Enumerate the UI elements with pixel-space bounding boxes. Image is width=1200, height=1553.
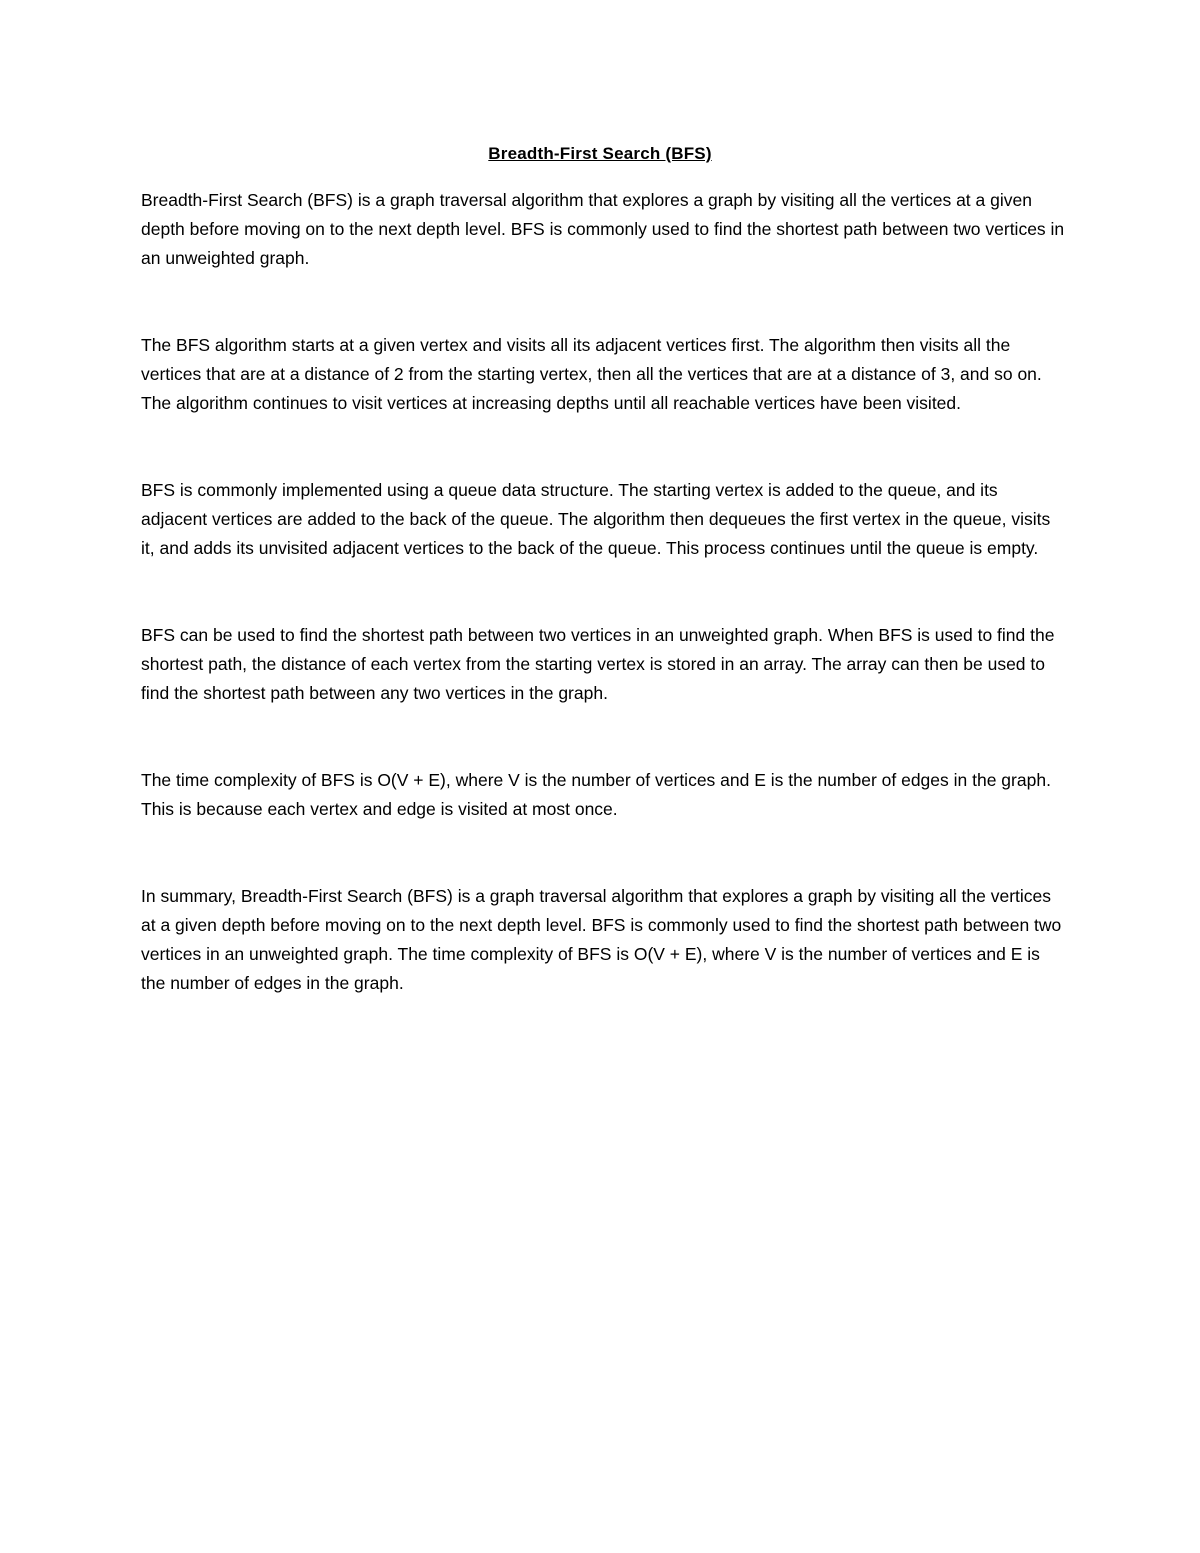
paragraph-shortest-path: BFS can be used to find the shortest path between two vertices in an unweighted graph. When BFS is used to find the shortest path, the distance of each vertex from the starting vertex is stored in an array. The array can then be used to find the shortest path between any two vertices in the graph. xyxy=(141,625,1055,703)
paragraph-algorithm: The BFS algorithm starts at a given vertex and visits all its adjacent vertices first. The algorithm then visits all the vertices that are at a distance of 2 from the starting vertex, then all the vertices that are at a distance of 3, and so on. The algorithm continues to visit vertices at increasing depths until all reachable vertices have been visited. xyxy=(141,335,1042,413)
paragraph-queue: BFS is commonly implemented using a queue data structure. The starting vertex is added to the queue, and its adjacent vertices are added to the back of the queue. The algorithm then dequeues the first vertex in the queue, visits it, and adds its unvisited adjacent vertices to the back of the queue. This process continues until the queue is empty. xyxy=(141,480,1051,558)
paragraph-summary: In summary, Breadth-First Search (BFS) is a graph traversal algorithm that explores a graph by visiting all the vertices at a given depth before moving on to the next depth level. BFS is commonly used to find the shortest path between two vertices in an unweighted graph. The time complexity of BFS is O(V + E), where V is the number of vertices and E is the number of edges in the graph. xyxy=(141,886,1062,993)
document-body xyxy=(141,186,1066,1056)
document-title: Breadth-First Search (BFS) xyxy=(488,144,712,163)
paragraph-complexity: The time complexity of BFS is O(V + E), where V is the number of vertices and E is the number of edges in the graph. This is because each vertex and edge is visited at most once. xyxy=(141,770,1051,819)
paragraph-intro: Breadth-First Search (BFS) is a graph traversal algorithm that explores a graph by visiting all the vertices at a given depth before moving on to the next depth level. BFS is commonly used to find the shortest path between two vertices in an unweighted graph. xyxy=(141,190,1065,268)
